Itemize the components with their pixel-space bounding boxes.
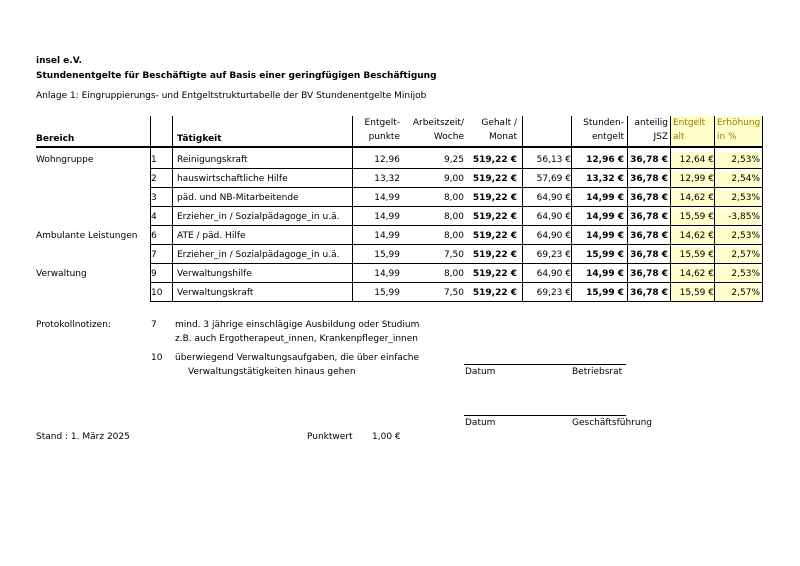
col-header-arbeitszeit-1: Arbeitszeit/ <box>412 118 464 128</box>
cell-alt: 12,99 € <box>671 171 714 187</box>
cell-nr: 9 <box>151 269 157 279</box>
signature-betriebsrat: Betriebsrat <box>572 367 623 377</box>
cell-stunde: 15,99 € <box>586 288 624 298</box>
cell-erhoehung: 2,57% <box>715 285 760 301</box>
cell-stunde: 15,99 € <box>586 250 624 260</box>
col-header-arbeitszeit-2: Woche <box>433 132 464 142</box>
column-divider <box>762 116 763 302</box>
col-header-stundenentgelt-2: entgelt <box>591 132 624 142</box>
cell-arbeitszeit: 9,25 <box>443 155 464 165</box>
signature-geschaeftsfuehrung: Geschäftsführung <box>572 418 652 428</box>
cell-punkte: 14,99 <box>374 193 400 203</box>
note-10-number: 10 <box>151 353 163 363</box>
column-divider <box>522 116 523 302</box>
cell-taetigkeit: Erzieher_in / Sozialpädagoge_in u.ä. <box>177 212 340 222</box>
org-name: insel e.V. <box>36 56 82 66</box>
col-header-alt-2: alt <box>673 132 685 142</box>
cell-gehalt: 519,22 € <box>472 250 517 260</box>
cell-gehalt: 519,22 € <box>472 231 517 241</box>
cell-punkte: 15,99 <box>374 250 400 260</box>
cell-gehalt: 519,22 € <box>472 212 517 222</box>
cell-arbeitszeit: 8,00 <box>443 269 464 279</box>
cell-jsz: 36,78 € <box>630 174 668 184</box>
document-title: Stundenentgelte für Beschäftigte auf Basis einer geringfügigen Beschäftigung <box>36 71 437 81</box>
cell-erhoehung: -3,85% <box>715 209 760 225</box>
cell-extra: 64,90 € <box>536 193 571 203</box>
cell-erhoehung: 2,53% <box>715 228 760 244</box>
cell-stunde: 14,99 € <box>586 193 624 203</box>
cell-punkte: 15,99 <box>374 288 400 298</box>
cell-nr: 1 <box>151 155 157 165</box>
stand-date: Stand : 1. März 2025 <box>36 432 130 442</box>
col-header-stundenentgelt-1: Stunden- <box>583 118 624 128</box>
cell-punkte: 14,99 <box>374 269 400 279</box>
cell-jsz: 36,78 € <box>630 231 668 241</box>
cell-taetigkeit: ATE / päd. Hilfe <box>177 231 246 241</box>
cell-taetigkeit: Verwaltungskraft <box>177 288 254 298</box>
cell-gehalt: 519,22 € <box>472 193 517 203</box>
cell-stunde: 14,99 € <box>586 212 624 222</box>
cell-arbeitszeit: 9,00 <box>443 174 464 184</box>
cell-taetigkeit: hauswirtschaftliche Hilfe <box>177 174 288 184</box>
cell-nr: 2 <box>151 174 157 184</box>
row-bereich: Verwaltung <box>36 269 87 279</box>
note-10-line1: überwiegend Verwaltungsaufgaben, die über einfache <box>175 353 420 363</box>
cell-stunde: 14,99 € <box>586 269 624 279</box>
col-header-erhoehung-2: in % <box>717 132 737 142</box>
cell-jsz: 36,78 € <box>630 250 668 260</box>
col-header-bereich: Bereich <box>36 134 75 144</box>
cell-nr: 4 <box>151 212 157 222</box>
cell-punkte: 12,96 <box>374 155 400 165</box>
cell-nr: 10 <box>151 288 163 298</box>
notes-label: Protokollnotizen: <box>36 320 111 330</box>
cell-taetigkeit: Erzieher_in / Sozialpädagoge_in u.ä. <box>177 250 340 260</box>
note-10-line2: Verwaltungstätigkeiten hinaus gehen <box>188 367 356 377</box>
cell-nr: 3 <box>151 193 157 203</box>
cell-extra: 56,13 € <box>536 155 571 165</box>
cell-gehalt: 519,22 € <box>472 155 517 165</box>
cell-extra: 64,90 € <box>536 231 571 241</box>
cell-arbeitszeit: 8,00 <box>443 193 464 203</box>
cell-jsz: 36,78 € <box>630 212 668 222</box>
row-bereich: Wohngruppe <box>36 155 94 165</box>
cell-arbeitszeit: 8,00 <box>443 231 464 241</box>
punktwert-value: 1,00 € <box>372 432 401 442</box>
cell-alt: 15,59 € <box>671 285 714 301</box>
cell-taetigkeit: Verwaltungshilfe <box>177 269 252 279</box>
cell-arbeitszeit: 7,50 <box>443 288 464 298</box>
cell-extra: 69,23 € <box>536 288 571 298</box>
signature-datum-2: Datum <box>465 418 496 428</box>
note-7-line1: mind. 3 jährige einschlägige Ausbildung oder Studium <box>175 320 420 330</box>
punktwert-label: Punktwert <box>307 432 353 442</box>
cell-alt: 15,59 € <box>671 209 714 225</box>
cell-gehalt: 519,22 € <box>472 288 517 298</box>
col-header-entgeltpunkte-2: punkte <box>368 132 400 142</box>
col-header-gehalt-1: Gehalt / <box>481 118 517 128</box>
note-7-number: 7 <box>151 320 157 330</box>
note-7-line2: z.B. auch Ergotherapeut_innen, Krankenpfleger_innen <box>175 334 418 344</box>
cell-punkte: 13,32 <box>374 174 400 184</box>
col-header-erhoehung-1: Erhöhung <box>717 118 761 128</box>
signature-line-betriebsrat <box>464 364 626 365</box>
col-header-jsz-2: JSZ <box>653 132 668 142</box>
document-subtitle: Anlage 1: Eingruppierungs- und Entgeltstrukturtabelle der BV Stundenentgelte Minijob <box>36 91 427 101</box>
col-header-jsz-1: anteilig <box>634 118 668 128</box>
cell-alt: 14,62 € <box>671 266 714 282</box>
cell-arbeitszeit: 7,50 <box>443 250 464 260</box>
column-divider <box>172 116 173 302</box>
cell-erhoehung: 2,53% <box>715 152 760 168</box>
signature-datum-1: Datum <box>465 367 496 377</box>
cell-alt: 15,59 € <box>671 247 714 263</box>
cell-erhoehung: 2,53% <box>715 266 760 282</box>
cell-punkte: 14,99 <box>374 231 400 241</box>
column-divider <box>714 116 715 302</box>
cell-taetigkeit: Reinigungskraft <box>177 155 248 165</box>
cell-extra: 64,90 € <box>536 269 571 279</box>
cell-alt: 12,64 € <box>671 152 714 168</box>
col-header-gehalt-2: Monat <box>488 132 517 142</box>
signature-line-geschaeftsfuehrung <box>464 415 626 416</box>
cell-stunde: 13,32 € <box>586 174 624 184</box>
cell-jsz: 36,78 € <box>630 193 668 203</box>
column-divider <box>670 116 671 302</box>
cell-extra: 69,23 € <box>536 250 571 260</box>
cell-gehalt: 519,22 € <box>472 174 517 184</box>
cell-stunde: 12,96 € <box>586 155 624 165</box>
cell-alt: 14,62 € <box>671 228 714 244</box>
cell-extra: 57,69 € <box>536 174 571 184</box>
col-header-alt-1: Entgelt <box>673 118 706 128</box>
cell-stunde: 14,99 € <box>586 231 624 241</box>
cell-jsz: 36,78 € <box>630 269 668 279</box>
column-divider <box>352 116 353 302</box>
cell-extra: 64,90 € <box>536 212 571 222</box>
column-divider <box>571 116 572 302</box>
cell-jsz: 36,78 € <box>630 155 668 165</box>
header-divider <box>36 146 762 148</box>
column-divider <box>150 116 151 302</box>
col-header-entgeltpunkte-1: Entgelt- <box>364 118 400 128</box>
col-header-taetigkeit: Tätigkeit <box>177 134 222 144</box>
cell-erhoehung: 2,53% <box>715 190 760 206</box>
cell-taetigkeit: päd. und NB-Mitarbeitende <box>177 193 299 203</box>
cell-erhoehung: 2,54% <box>715 171 760 187</box>
column-divider <box>627 116 628 302</box>
cell-nr: 7 <box>151 250 157 260</box>
row-bereich: Ambulante Leistungen <box>36 231 138 241</box>
cell-nr: 6 <box>151 231 157 241</box>
cell-alt: 14,62 € <box>671 190 714 206</box>
cell-gehalt: 519,22 € <box>472 269 517 279</box>
cell-arbeitszeit: 8,00 <box>443 212 464 222</box>
cell-jsz: 36,78 € <box>630 288 668 298</box>
cell-punkte: 14,99 <box>374 212 400 222</box>
cell-erhoehung: 2,57% <box>715 247 760 263</box>
